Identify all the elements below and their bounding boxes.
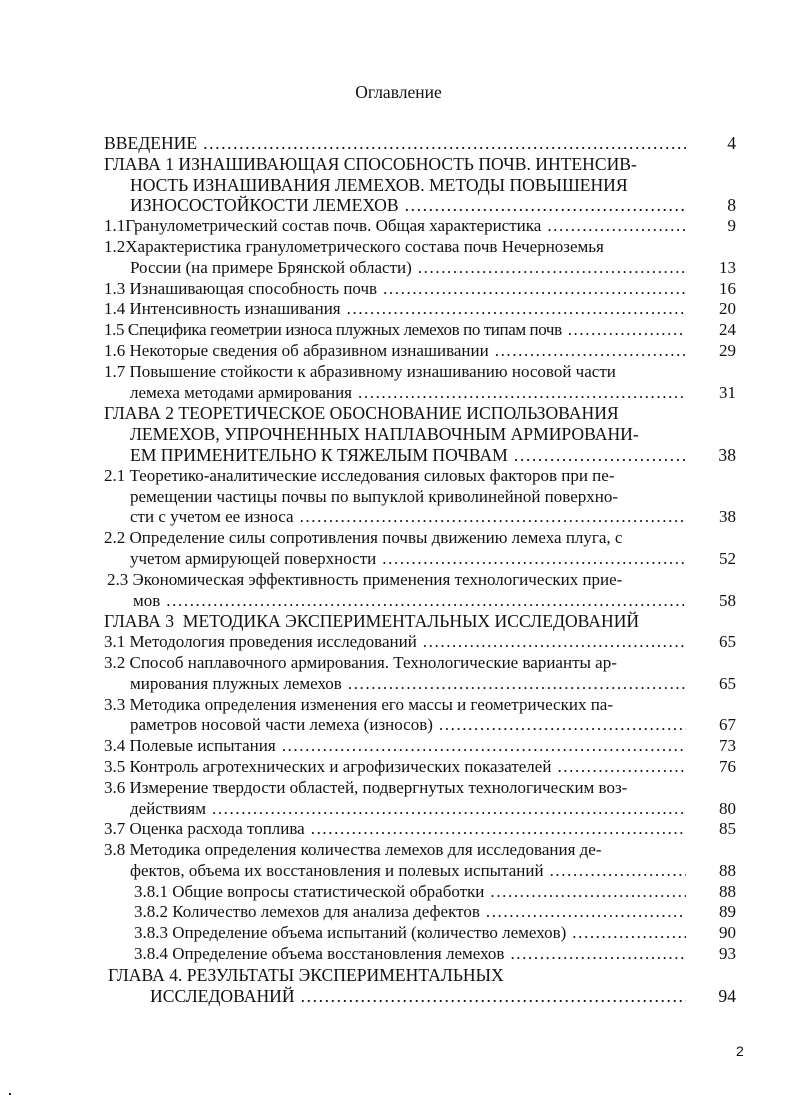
dot-leader: [160, 591, 686, 612]
toc-entry-section-1-3[interactable]: [104, 279, 744, 300]
toc-entry-title-line: лемеха методами армирования: [130, 382, 353, 402]
toc-entry-title: 1.4 Интенсивность изнашивания: [104, 299, 341, 319]
toc-entry-title-line: ГЛАВА 2 ТЕОРЕТИЧЕСКОЕ ОБОСНОВАНИЕ ИСПОЛЬЗОВАНИЯ: [104, 403, 619, 424]
toc-entry-section-3-8[interactable]: [104, 840, 744, 882]
dot-leader: [504, 944, 686, 965]
toc-entry-title-line: ГЛАВА 4. РЕЗУЛЬТАТЫ ЭКСПЕРИМЕНТАЛЬНЫХ: [108, 964, 504, 985]
toc-entry-title-line: ГЛАВА 1 ИЗНАШИВАЮЩАЯ СПОСОБНОСТЬ ПОЧВ. ИНТЕНСИВ-: [104, 153, 637, 174]
toc-entry-title-line: 3.6 Измерение твердости областей, подвергнутых технологическим воз-: [104, 777, 628, 797]
toc-page-number: 88: [719, 860, 736, 880]
toc-entry-title: ВВЕДЕНИЕ: [104, 133, 198, 153]
toc-entry-section-1-7[interactable]: [104, 362, 744, 404]
toc-entry-title: 3.7 Оценка расхода топлива: [104, 819, 305, 839]
toc-entry-chapter-4[interactable]: [104, 965, 744, 1007]
toc-entry-title: 1.6 Некоторые сведения об абразивном изнашивании: [104, 340, 489, 360]
toc-entry-chapter-3[interactable]: [104, 611, 744, 632]
toc-entry-title-line: 1.7 Повышение стойкости к абразивному изнашиванию носовой части: [104, 361, 616, 381]
toc-entry-title: ГЛАВА 3 МЕТОДИКА ЭКСПЕРИМЕНТАЛЬНЫХ ИССЛЕДОВАНИЙ: [104, 611, 640, 632]
toc-entry-title-line: 1.2Характеристика гранулометрического состава почв Нечерноземья: [104, 236, 604, 256]
toc-page-number: 16: [719, 278, 736, 298]
dot-leader: [480, 902, 686, 923]
toc-page-number: 24: [719, 320, 736, 340]
dot-leader: [276, 736, 686, 757]
dot-leader: [484, 882, 686, 903]
dot-leader: [566, 923, 686, 944]
toc-page-number: 38: [719, 507, 736, 527]
dot-leader: [305, 819, 686, 840]
toc-page-number: 85: [719, 819, 736, 839]
toc-page-number: 65: [719, 632, 736, 652]
toc-entry-section-1-6[interactable]: [104, 341, 744, 362]
toc-entry-title-line: ремещении частицы почвы по выпуклой криволинейной поверхно-: [130, 486, 618, 506]
toc-entry-title: 1.5 Специфика геометрии износа плужных лемехов по типам почв: [104, 320, 562, 340]
toc-entry-title-line: ИССЛЕДОВАНИЙ: [150, 985, 295, 1006]
dot-leader: [551, 757, 686, 778]
toc-entry-title-line: ИЗНОСОСТОЙКОСТИ ЛЕМЕХОВ: [130, 195, 399, 216]
toc-entry-subsection-3-8-2[interactable]: [104, 902, 744, 923]
toc-page-number: 29: [719, 340, 736, 360]
dot-leader: [412, 258, 686, 279]
toc-page-number: 65: [719, 673, 736, 693]
toc-page-number: 90: [719, 923, 736, 943]
dot-leader: [341, 299, 686, 320]
dot-leader: [508, 445, 686, 466]
toc-entry-section-3-4[interactable]: [104, 736, 744, 757]
toc-entry-section-1-5[interactable]: [104, 320, 744, 341]
scan-artifact: [9, 1093, 11, 1095]
dot-leader: [294, 507, 686, 528]
toc-entry-title-line: 2.3 Экономическая эффективность применения технологических прие-: [107, 569, 623, 589]
toc-entry-title-line: 2.2 Определение силы сопротивления почвы движению лемеха плуга, с: [104, 528, 623, 548]
toc-page-number: 58: [719, 590, 736, 610]
toc-entry-section-3-6[interactable]: [104, 778, 744, 820]
toc-entry-subsection-3-8-1[interactable]: [104, 882, 744, 903]
dot-leader: [376, 549, 686, 570]
toc-page-number: 67: [719, 715, 736, 735]
toc-page-number: 52: [719, 548, 736, 568]
dot-leader: [433, 715, 686, 736]
dot-leader: [377, 279, 686, 300]
toc-page-number: 73: [719, 736, 736, 756]
table-of-contents: [104, 133, 744, 1006]
dot-leader: [352, 383, 686, 404]
toc-entry-title-line: действиям: [130, 798, 206, 818]
toc-entry-title: 3.8.1 Общие вопросы статистической обработки: [134, 881, 485, 901]
toc-entry-title-line: ЛЕМЕХОВ, УПРОЧНЕННЫХ НАПЛАВОЧНЫМ АРМИРОВАНИ-: [130, 424, 639, 445]
toc-page-number: 4: [727, 133, 736, 153]
toc-entry-section-2-3[interactable]: [104, 570, 744, 612]
toc-entry-title-line: 3.2 Способ наплавочного армирования. Технологические варианты ар-: [104, 652, 617, 672]
toc-page-number: 93: [719, 944, 736, 964]
toc-entry-title-line: учетом армирующей поверхности: [130, 548, 377, 568]
toc-page-number: 13: [719, 257, 736, 277]
dot-leader: [541, 216, 686, 237]
toc-entry-chapter-2[interactable]: [104, 403, 744, 465]
toc-entry-title-line: 3.3 Методика определения изменения его массы и геометрических па-: [104, 694, 614, 714]
toc-entry-title-line: сти с учетом ее износа: [130, 507, 294, 527]
dot-leader: [206, 799, 686, 820]
toc-page-number: 80: [719, 798, 736, 818]
toc-entry-section-3-7[interactable]: [104, 819, 744, 840]
toc-entry-title-line: НОСТЬ ИЗНАШИВАНИЯ ЛЕМЕХОВ. МЕТОДЫ ПОВЫШЕНИЯ: [130, 174, 628, 195]
toc-page-number: 94: [718, 985, 736, 1006]
toc-entry-subsection-3-8-4[interactable]: [104, 944, 744, 965]
toc-page-number: 76: [719, 756, 736, 776]
dot-leader: [197, 133, 686, 154]
toc-entry-title-line: мов: [133, 590, 161, 610]
dot-leader: [489, 341, 686, 362]
toc-entry-title-line: раметров носовой части лемеха (износов): [130, 715, 433, 735]
toc-entry-section-3-2[interactable]: [104, 653, 744, 695]
toc-entry-title-line: фектов, объема их восстановления и полевых испытаний: [130, 860, 544, 880]
toc-entry-section-2-1[interactable]: [104, 466, 744, 528]
toc-entry-section-3-5[interactable]: [104, 757, 744, 778]
dot-leader: [399, 195, 686, 216]
dot-leader: [417, 632, 686, 653]
page-number: 2: [736, 1043, 744, 1059]
toc-entry-title-line: 2.1 Теоретико-аналитические исследования силовых факторов при пе-: [104, 465, 615, 485]
toc-entry-introduction[interactable]: [104, 133, 744, 154]
dot-leader: [544, 861, 686, 882]
dot-leader: [342, 674, 686, 695]
toc-entry-title-line: России (на примере Брянской области): [130, 257, 412, 277]
toc-entry-title: 3.8.3 Определение объема испытаний (количество лемехов): [134, 923, 567, 943]
dot-leader: [295, 986, 686, 1007]
toc-entry-chapter-1[interactable]: [104, 154, 744, 216]
toc-entry-section-1-1[interactable]: [104, 216, 744, 237]
toc-page-number: 8: [727, 195, 736, 216]
toc-page-number: 20: [719, 299, 736, 319]
toc-entry-section-3-1[interactable]: [104, 632, 744, 653]
dot-leader: [562, 320, 686, 341]
toc-entry-section-2-2[interactable]: [104, 528, 744, 570]
toc-entry-title: 3.4 Полевые испытания: [104, 736, 276, 756]
toc-entry-title-line: ЕМ ПРИМЕНИТЕЛЬНО К ТЯЖЕЛЫМ ПОЧВАМ: [130, 444, 508, 465]
toc-entry-title: 3.1 Методология проведения исследований: [104, 632, 417, 652]
toc-title: Оглавление: [355, 82, 442, 102]
toc-entry-section-3-3[interactable]: [104, 695, 744, 737]
toc-entry-title: 3.5 Контроль агротехнических и агрофизических показателей: [104, 756, 552, 776]
toc-page-number: 38: [718, 444, 736, 465]
toc-entry-title: 3.8.2 Количество лемехов для анализа дефектов: [134, 902, 480, 922]
toc-page-number: 89: [719, 902, 736, 922]
toc-entry-title: 1.3 Изнашивающая способность почв: [104, 278, 378, 298]
toc-entry-section-1-2[interactable]: [104, 237, 744, 279]
toc-page-number: 31: [719, 382, 736, 402]
toc-entry-title-line: мирования плужных лемехов: [130, 673, 342, 693]
toc-page-number: 9: [727, 216, 736, 236]
toc-entry-title: 3.8.4 Определение объема восстановления лемехов: [134, 944, 505, 964]
toc-page-number: 88: [719, 881, 736, 901]
toc-entry-subsection-3-8-3[interactable]: [104, 923, 744, 944]
toc-entry-title-line: 3.8 Методика определения количества лемехов для исследования де-: [104, 840, 602, 860]
toc-entry-title: 1.1Гранулометрический состав почв. Общая характеристика: [104, 216, 542, 236]
toc-entry-section-1-4[interactable]: [104, 299, 744, 320]
